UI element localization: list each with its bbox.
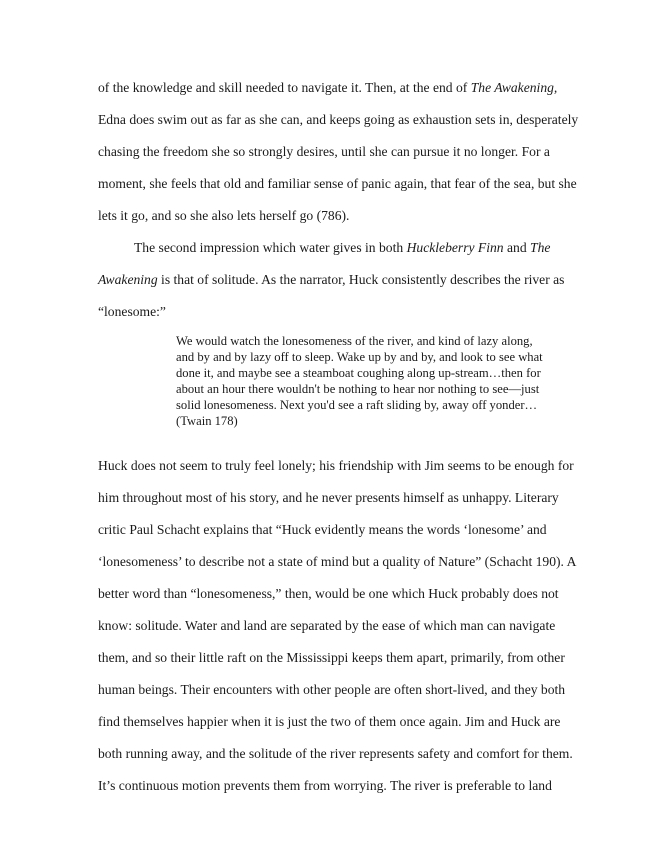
- text-span: know: solitude. Water and land are separated by the ease of which man can navigate: [98, 618, 556, 633]
- text-line: [98, 458, 574, 474]
- text-line: [98, 112, 578, 128]
- text-span: of the knowledge and skill needed to navigate it. Then, at the end of: [98, 80, 471, 95]
- italic-title-span: The Awakening,: [470, 80, 558, 95]
- text-line: [134, 240, 550, 256]
- italic-title-span: The: [530, 240, 551, 255]
- text-line: [98, 586, 559, 602]
- text-line: [98, 80, 557, 96]
- text-line: [98, 618, 555, 634]
- text-line: [98, 272, 564, 288]
- text-span: find themselves happier when it is just the two of them once again. Jim and Huck are: [98, 714, 561, 729]
- text-span: moment, she feels that old and familiar sense of panic again, that fear of the sea, but she: [98, 176, 577, 191]
- quote-line: about an hour there wouldn't be nothing to hear nor nothing to see—just: [176, 382, 540, 396]
- text-span: him throughout most of his story, and he never presents himself as unhappy. Literary: [98, 490, 559, 505]
- text-line: [98, 522, 547, 538]
- text-span: and: [503, 240, 531, 255]
- text-span: both running away, and the solitude of the river represents safety and comfort for them.: [98, 746, 573, 761]
- text-span: better word than “lonesomeness,” then, would be one which Huck probably does not: [98, 586, 559, 601]
- text-line: [98, 208, 349, 224]
- text-line: [98, 176, 577, 192]
- text-line: [98, 746, 573, 762]
- text-span: them, and so their little raft on the Mississippi keeps them apart, primarily, from other: [98, 650, 565, 665]
- italic-title-span: Awakening: [98, 272, 158, 287]
- text-span: Edna does swim out as far as she can, and keeps going as exhaustion sets in, desperately: [98, 112, 579, 127]
- text-line: [98, 490, 559, 506]
- text-span: The second impression which water gives in both: [134, 240, 407, 255]
- quote-line: We would watch the lonesomeness of the river, and kind of lazy along,: [176, 334, 533, 348]
- text-line: [98, 682, 565, 698]
- text-line: [98, 778, 552, 794]
- quote-citation: (Twain 178): [176, 414, 238, 428]
- text-span: lets it go, and so she also lets herself go (786).: [98, 208, 350, 223]
- text-span: Huck does not seem to truly feel lonely; his friendship with Jim seems to be enough for: [98, 458, 574, 473]
- quote-line: done it, and maybe see a steamboat coughing along up-stream…then for: [176, 366, 541, 380]
- text-span: human beings. Their encounters with other people are often short-lived, and they both: [98, 682, 566, 697]
- text-span: critic Paul Schacht explains that “Huck evidently means the words ‘lonesome’ and: [98, 522, 547, 537]
- text-line: [98, 650, 565, 666]
- text-span: chasing the freedom she so strongly desires, until she can pursue it no longer. For a: [98, 144, 550, 159]
- text-line: [98, 714, 560, 730]
- italic-title-span: Huckleberry Finn: [406, 240, 504, 255]
- quote-line: solid lonesomeness. Next you'd see a raft sliding by, away off yonder…: [176, 398, 538, 412]
- quote-line: and by and by lazy off to sleep. Wake up by and by, and look to see what: [176, 350, 543, 364]
- text-line: [98, 304, 166, 320]
- text-line: [98, 554, 576, 570]
- text-span: “lonesome:”: [98, 304, 166, 319]
- text-line: [98, 144, 550, 160]
- text-span: is that of solitude. As the narrator, Huck consistently describes the river as: [157, 272, 565, 287]
- text-span: ‘lonesomeness’ to describe not a state of mind but a quality of Nature” (Schacht 190). A: [98, 554, 577, 569]
- text-span: It’s continuous motion prevents them from worrying. The river is preferable to land: [98, 778, 552, 793]
